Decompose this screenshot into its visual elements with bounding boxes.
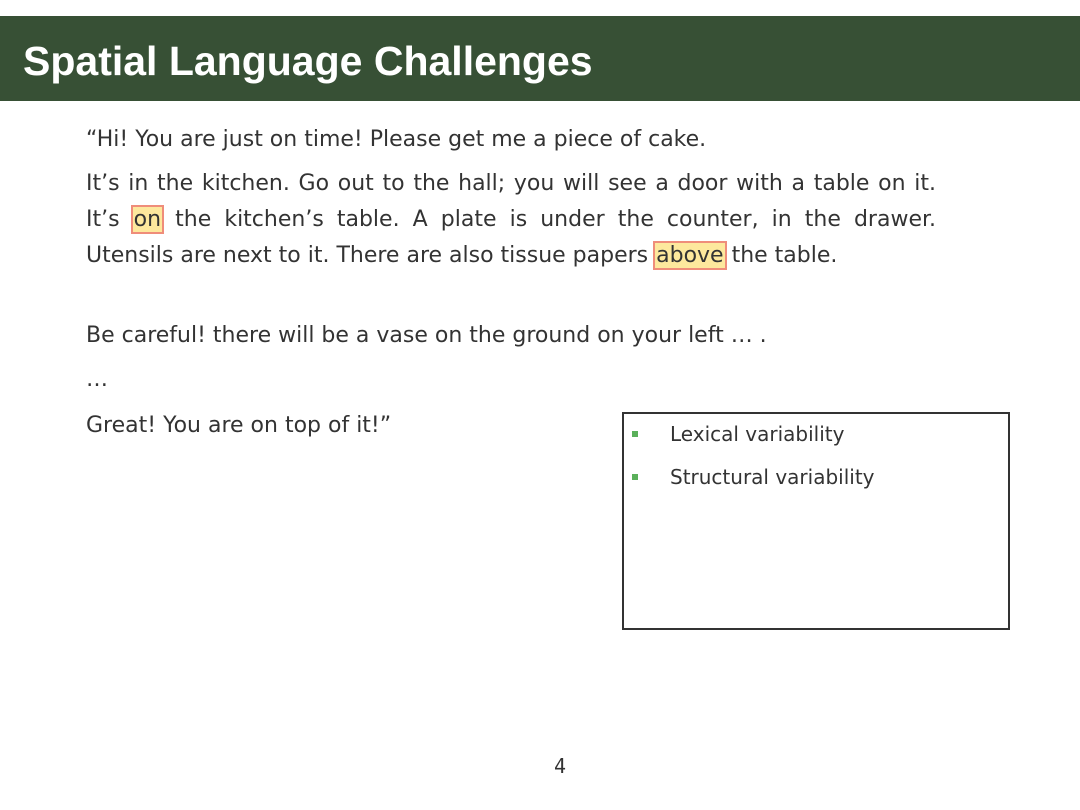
directions-text-part1: It’s in the kitchen. Go out to the hall; you will see a door with a table on it. It’s	[86, 171, 936, 232]
slide-title: Spatial Language Challenges	[23, 38, 593, 84]
challenges-box	[622, 412, 1010, 630]
highlight-above: above	[656, 243, 724, 268]
list-item	[624, 465, 875, 489]
bullet-square-icon	[632, 474, 638, 480]
paragraph-directions	[86, 166, 936, 274]
highlight-on: on	[133, 207, 162, 232]
list-item-label: Lexical variability	[670, 422, 845, 446]
list-item-label: Structural variability	[670, 465, 875, 489]
paragraph-warning: Be careful! there will be a vase on the ground on your left … .	[86, 323, 767, 348]
list-item	[624, 422, 844, 446]
bullet-square-icon	[632, 431, 638, 437]
directions-text-part2: the kitchen’s table. A plate is under the counter, in the drawer. Utensils are next to it. There are also tissue papers	[86, 207, 937, 268]
page-number: 4	[553, 754, 567, 778]
paragraph-ellipsis: …	[86, 367, 108, 392]
paragraph-closing: Great! You are on top of it!”	[86, 413, 392, 438]
directions-text-part3: the table.	[724, 243, 838, 268]
paragraph-greeting: “Hi! You are just on time! Please get me a piece of cake.	[86, 127, 707, 152]
